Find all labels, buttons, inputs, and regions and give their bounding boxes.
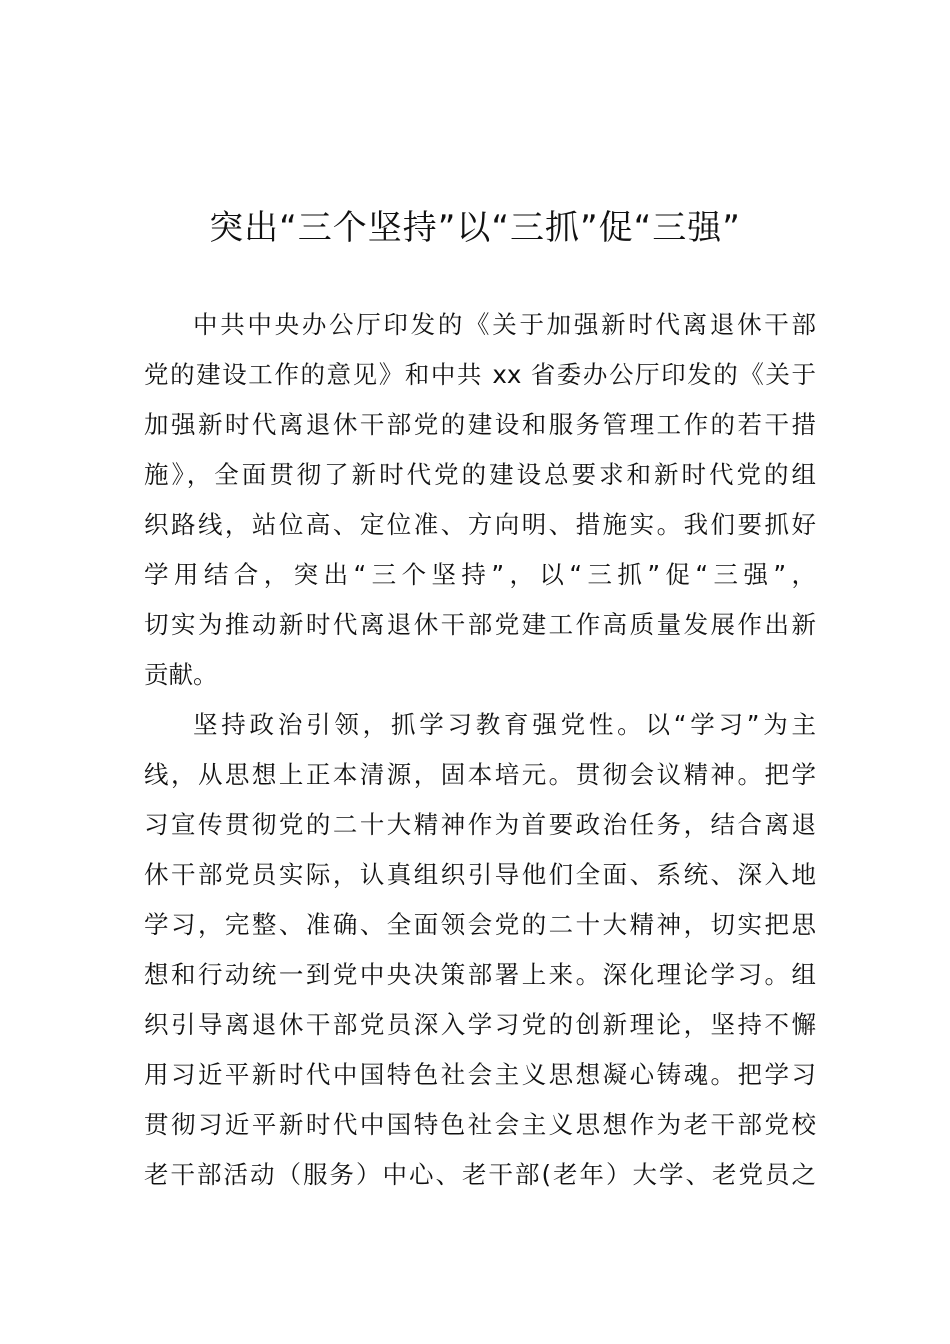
paragraph-line: 学习，完整、准确、全面领会党的二十大精神，切实把思 <box>144 910 816 939</box>
paragraph-line: 用习近平新时代中国特色社会主义思想凝心铸魂。把学习 <box>144 1060 816 1089</box>
paragraph-line: 加强新时代离退休干部党的建设和服务管理工作的若干措 <box>144 410 816 439</box>
paragraph-line: 贡献。 <box>144 660 218 689</box>
document-title: 突出“三个坚持”以“三抓”促“三强” <box>209 208 741 248</box>
paragraph-line: 织引导离退休干部党员深入学习党的创新理论，坚持不懈 <box>144 1010 816 1039</box>
paragraph-2 <box>144 700 816 1200</box>
paragraph-line: 党的建设工作的意见》和中共 xx 省委办公厅印发的《关于 <box>144 360 816 389</box>
paragraph-line: 施》，全面贯彻了新时代党的建设总要求和新时代党的组 <box>144 460 816 489</box>
paragraph-1 <box>144 300 816 700</box>
paragraph-line: 中共中央办公厅印发的《关于加强新时代离退休干部 <box>193 310 816 339</box>
paragraph-line: 线，从思想上正本清源，固本培元。贯彻会议精神。把学 <box>144 760 816 789</box>
paragraph-line: 老干部活动（服务）中心、老干部(老年）大学、老党员之 <box>144 1160 816 1189</box>
paragraph-line: 贯彻习近平新时代中国特色社会主义思想作为老干部党校 <box>144 1110 816 1139</box>
paragraph-line: 学用结合，突出“三个坚持”，以“三抓”促“三强”， <box>144 560 816 589</box>
paragraph-line: 织路线，站位高、定位准、方向明、措施实。我们要抓好 <box>144 510 816 539</box>
paragraph-line: 切实为推动新时代离退休干部党建工作高质量发展作出新 <box>144 610 816 639</box>
paragraph-line: 坚持政治引领，抓学习教育强党性。以“学习”为主 <box>193 710 816 739</box>
paragraph-line: 想和行动统一到党中央决策部署上来。深化理论学习。组 <box>144 960 816 989</box>
paragraph-line: 休干部党员实际，认真组织引导他们全面、系统、深入地 <box>144 860 816 889</box>
paragraph-line: 习宣传贯彻党的二十大精神作为首要政治任务，结合离退 <box>144 810 816 839</box>
